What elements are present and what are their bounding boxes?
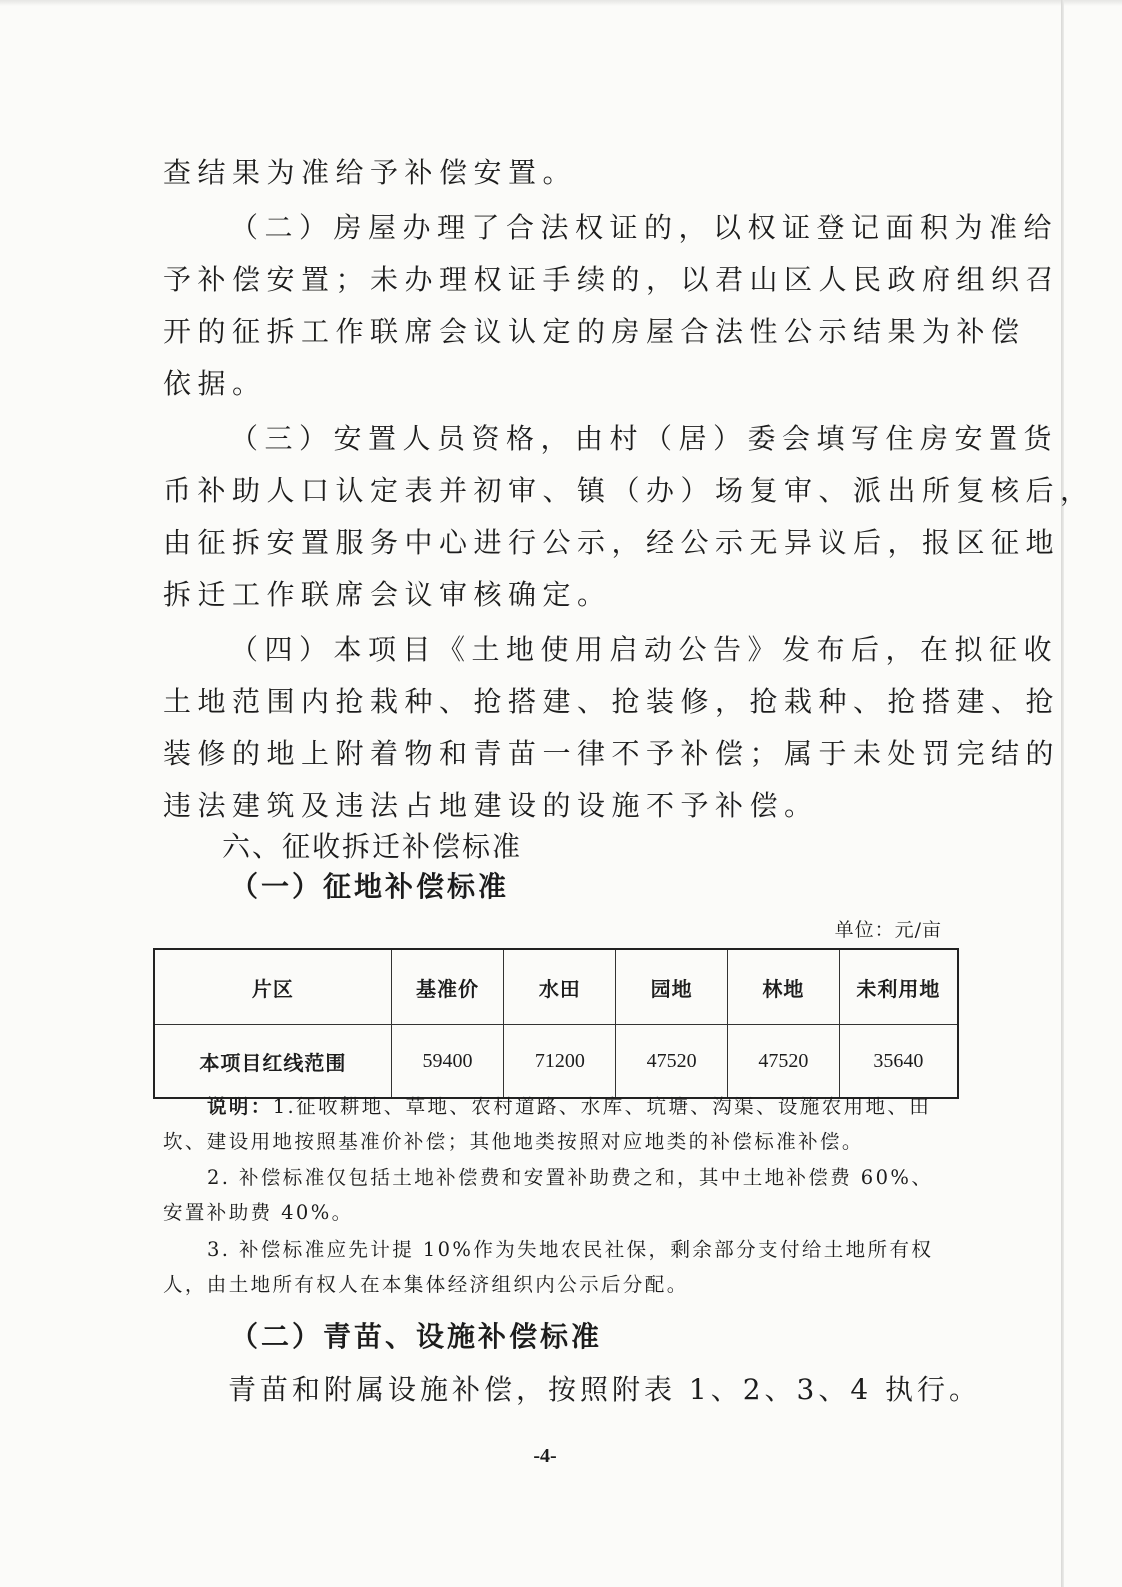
table-header-cell: 未利用地 — [839, 949, 958, 1025]
note-3-line-1: 3. 补偿标准应先计提 10%作为失地农民社保，剩余部分支付给土地所有权 — [207, 1238, 934, 1261]
scan-edge-shadow — [1061, 0, 1064, 1587]
note-1-line-2: 坎、建设用地按照基准价补偿；其他地类按照对应地类的补偿标准补偿。 — [163, 1130, 864, 1153]
table-cell: 71200 — [504, 1025, 616, 1099]
note-label: 说明： — [207, 1095, 273, 1118]
paragraph-line: 币补助人口认定表并初审、镇（办）场复审、派出所复核后， — [163, 474, 1095, 507]
page-number: -4- — [533, 1445, 557, 1467]
table-header-cell: 园地 — [616, 949, 728, 1025]
note-2-line-1: 2. 补偿标准仅包括土地补偿费和安置补助费之和，其中土地补偿费 60%、 — [207, 1166, 934, 1189]
table-cell: 47520 — [727, 1025, 839, 1099]
table-cell-area: 本项目红线范围 — [154, 1025, 391, 1099]
table-header-row — [154, 949, 958, 1025]
table-cell: 59400 — [391, 1025, 504, 1099]
paragraph-line: 由征拆安置服务中心进行公示，经公示无异议后，报区征地 — [163, 526, 1061, 559]
scan-top-shadow — [0, 0, 1122, 6]
paragraph-line: 违法建筑及违法占地建设的设施不予补偿。 — [163, 789, 819, 822]
table-row — [154, 1025, 958, 1099]
paragraph-line: （二）房屋办理了合法权证的，以权证登记面积为准给 — [230, 211, 1059, 244]
paragraph-line: （三）安置人员资格，由村（居）委会填写住房安置货 — [230, 422, 1059, 455]
subsection-2-text: 青苗和附属设施补偿，按照附表 1、2、3、4 执行。 — [228, 1373, 982, 1406]
paragraph-line: 开的征拆工作联席会议认定的房屋合法性公示结果为补偿 — [163, 315, 1026, 348]
compensation-table — [153, 948, 959, 1099]
paragraph-line: 拆迁工作联席会议审核确定。 — [163, 578, 612, 611]
paragraph-line: 予补偿安置；未办理权证手续的，以君山区人民政府组织召 — [163, 263, 1061, 296]
table-cell: 47520 — [616, 1025, 728, 1099]
table-cell: 35640 — [839, 1025, 958, 1099]
subsection-1-title: （一）征地补偿标准 — [230, 870, 510, 903]
paragraph-line: 土地范围内抢栽种、抢搭建、抢装修，抢栽种、抢搭建、抢 — [163, 685, 1061, 718]
paragraph-line: （四）本项目《土地使用启动公告》发布后，在拟征收 — [230, 633, 1059, 666]
table-header-cell: 基准价 — [391, 949, 504, 1025]
paragraph-line: 依据。 — [163, 367, 267, 400]
table-header-cell: 林地 — [727, 949, 839, 1025]
table-header-cell: 片区 — [154, 949, 391, 1025]
table-header-cell: 水田 — [504, 949, 616, 1025]
subsection-2-title: （二）青苗、设施补偿标准 — [230, 1320, 603, 1353]
note-text: 1.征收耕地、草地、农村道路、水库、坑塘、沟渠、设施农用地、田 — [272, 1095, 932, 1118]
section-6-title: 六、征收拆迁补偿标准 — [222, 830, 523, 863]
note-3-line-2: 人，由土地所有权人在本集体经济组织内公示后分配。 — [163, 1273, 689, 1296]
paragraph-line: 查结果为准给予补偿安置。 — [163, 156, 578, 189]
note-2-line-2: 安置补助费 40%。 — [163, 1201, 354, 1224]
note-1-line-1 — [207, 1093, 931, 1121]
paragraph-line: 装修的地上附着物和青苗一律不予补偿；属于未处罚完结的 — [163, 737, 1061, 770]
unit-label: 单位：元/亩 — [834, 919, 942, 941]
